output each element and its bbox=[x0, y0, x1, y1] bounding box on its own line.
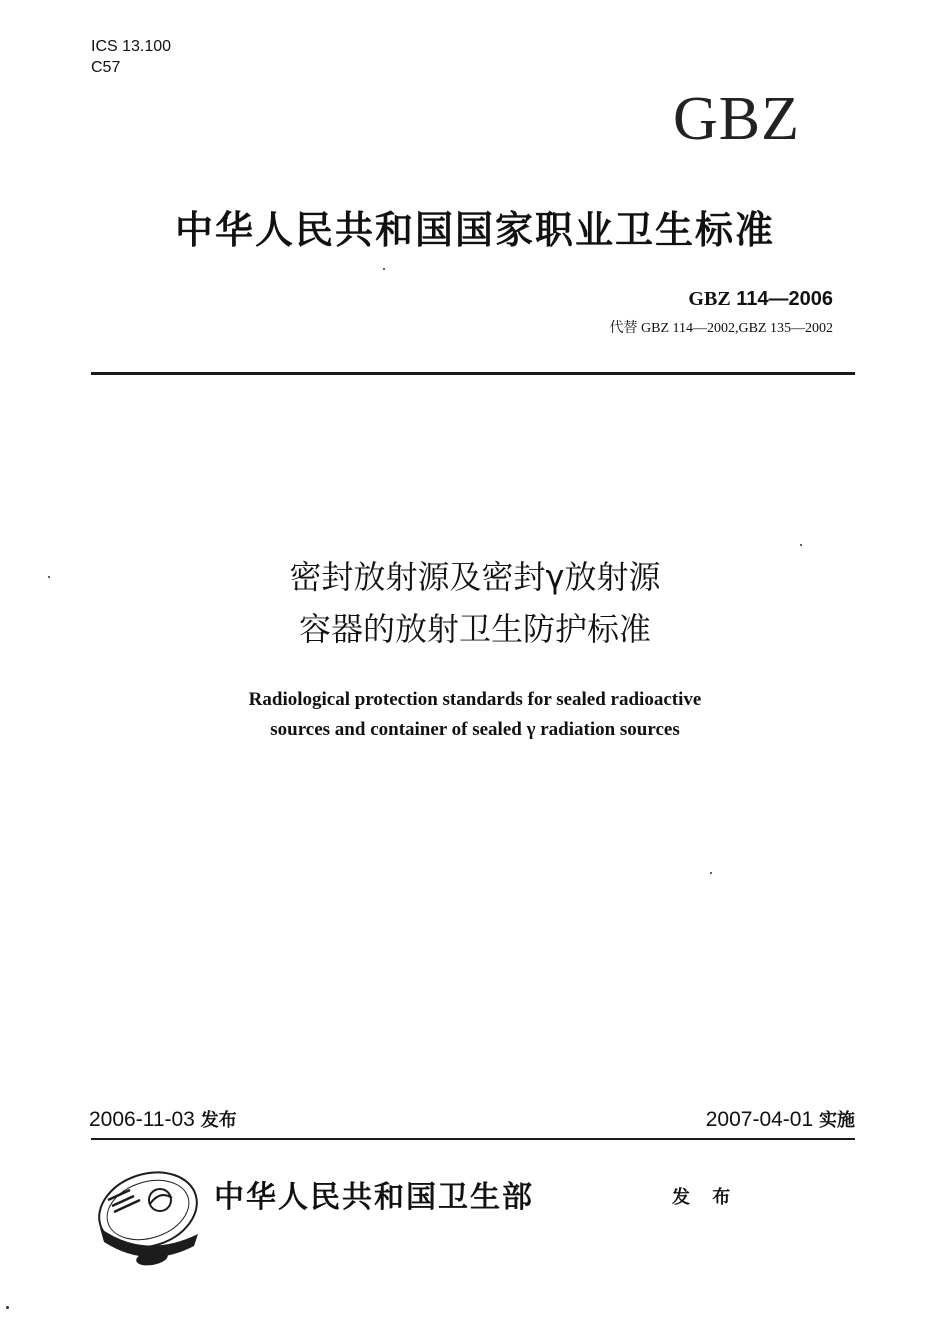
classification-codes bbox=[91, 36, 171, 78]
english-title-line-2: sources and container of sealed γ radiation sources bbox=[270, 719, 680, 740]
publisher-stamp-icon bbox=[90, 1160, 210, 1275]
ccs-code: C57 bbox=[91, 59, 121, 76]
publisher-name: 中华人民共和国卫生部 bbox=[214, 1180, 534, 1215]
implementation-date-suffix: 实施 bbox=[819, 1110, 855, 1131]
implementation-date-value: 2007-04-01 bbox=[705, 1108, 814, 1131]
standard-number-rest: 114—2006 bbox=[730, 288, 833, 310]
chinese-title bbox=[100, 551, 850, 655]
english-title bbox=[100, 685, 850, 745]
scan-speck bbox=[383, 268, 385, 270]
publisher-action: 发 布 bbox=[672, 1187, 739, 1208]
header-divider bbox=[91, 372, 855, 375]
scan-speck bbox=[710, 872, 712, 874]
implementation-date bbox=[600, 1107, 855, 1134]
issue-date bbox=[89, 1107, 237, 1134]
scan-speck bbox=[800, 544, 802, 546]
chinese-title-line-1: 密封放射源及密封γ放射源 bbox=[289, 558, 661, 596]
scan-speck bbox=[6, 1306, 9, 1309]
chinese-title-line-2: 容器的放射卫生防护标准 bbox=[298, 610, 651, 648]
replaces-note: 代替 GBZ 114—2002,GBZ 135—2002 bbox=[609, 321, 833, 336]
ics-code: ICS 13.100 bbox=[91, 38, 172, 55]
issue-date-value: 2006-11-03 bbox=[89, 1108, 195, 1131]
standard-mark: GBZ bbox=[673, 85, 800, 153]
authority-title: 中华人民共和国国家职业卫生标准 bbox=[174, 208, 775, 252]
scan-speck bbox=[48, 576, 50, 578]
issue-date-suffix: 发布 bbox=[200, 1110, 237, 1131]
footer-divider bbox=[91, 1138, 855, 1140]
standard-number bbox=[540, 287, 833, 311]
english-title-line-1: Radiological protection standards for sealed radioactive bbox=[248, 689, 702, 710]
standard-number-prefix: GBZ bbox=[688, 288, 731, 310]
